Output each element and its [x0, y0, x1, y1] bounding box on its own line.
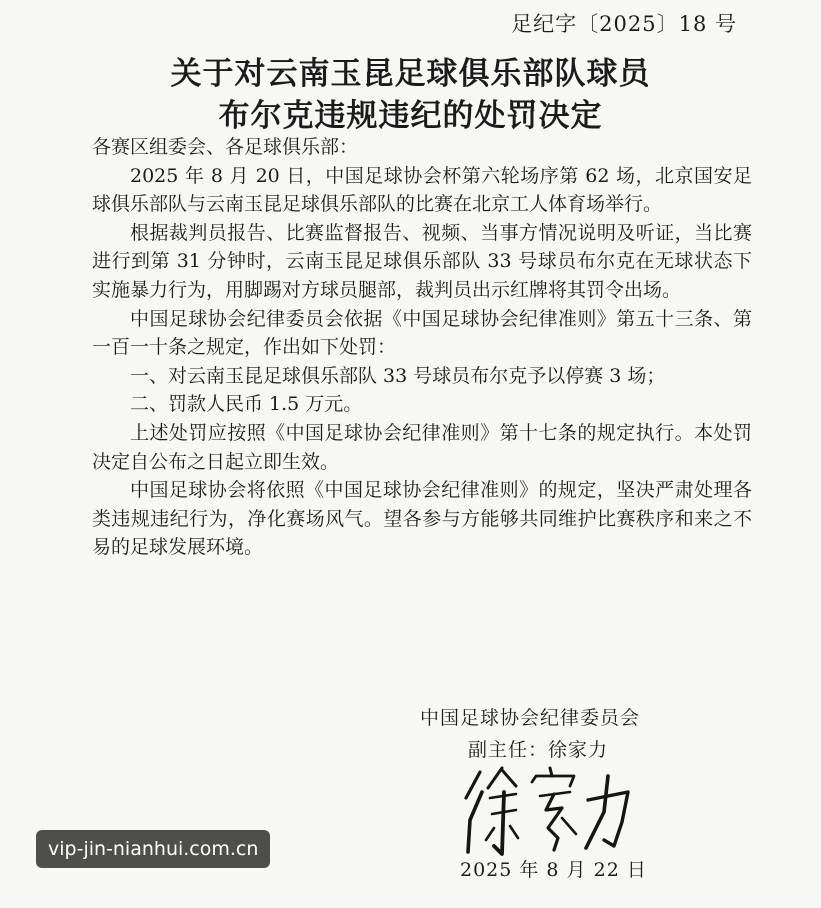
signer-title: 副主任：徐家力	[468, 739, 609, 761]
signing-organization: 中国足球协会纪律委员会	[420, 707, 641, 729]
document-body	[92, 133, 752, 562]
paragraph-closing: 中国足球协会将依照《中国足球协会纪律准则》的规定，坚决严肃处理各类违规违纪行为，净化赛场风气。望各参与方能够共同维护比赛秩序和来之不易的足球发展环境。	[92, 479, 752, 559]
paragraph-incident: 根据裁判员报告、比赛监督报告、视频、当事方情况说明及听证，当比赛进行到第 31 分钟时，云南玉昆足球俱乐部队 33 号球员布尔克在无球状态下实施暴力行为，用脚踢对方球员腿部，裁判员出示红牌将其罚令出场。	[92, 221, 752, 301]
watermark-badge: vip-jin-nianhui.com.cn	[36, 830, 270, 868]
salutation: 各赛区组委会、各足球俱乐部：	[92, 136, 359, 158]
penalty-item-suspension: 一、对云南玉昆足球俱乐部队 33 号球员布尔克予以停赛 3 场；	[130, 364, 666, 387]
paragraph-match-info: 2025 年 8 月 20 日，中国足球协会杯第六轮场序第 62 场，北京国安足球俱乐部队与云南玉昆足球俱乐部队的比赛在北京工人体育场举行。	[92, 164, 752, 216]
handwritten-signature	[458, 762, 638, 857]
paragraph-execution: 上述处罚应按照《中国足球协会纪律准则》第十七条的规定执行。本处罚决定自公布之日起立即生效。	[92, 421, 752, 473]
document-title-line-2: 布尔克违规违纪的处罚决定	[218, 98, 603, 134]
paragraph-basis: 中国足球协会纪律委员会依据《中国足球协会纪律准则》第五十三条、第一百一十条之规定，作出如下处罚：	[92, 307, 752, 359]
document-title-line-1: 关于对云南玉昆足球俱乐部队球员	[170, 56, 651, 92]
penalty-item-fine: 二、罚款人民币 1.5 万元。	[130, 393, 363, 416]
document-number: 足纪字〔2025〕18 号	[511, 12, 737, 36]
issue-date: 2025 年 8 月 22 日	[460, 859, 647, 881]
